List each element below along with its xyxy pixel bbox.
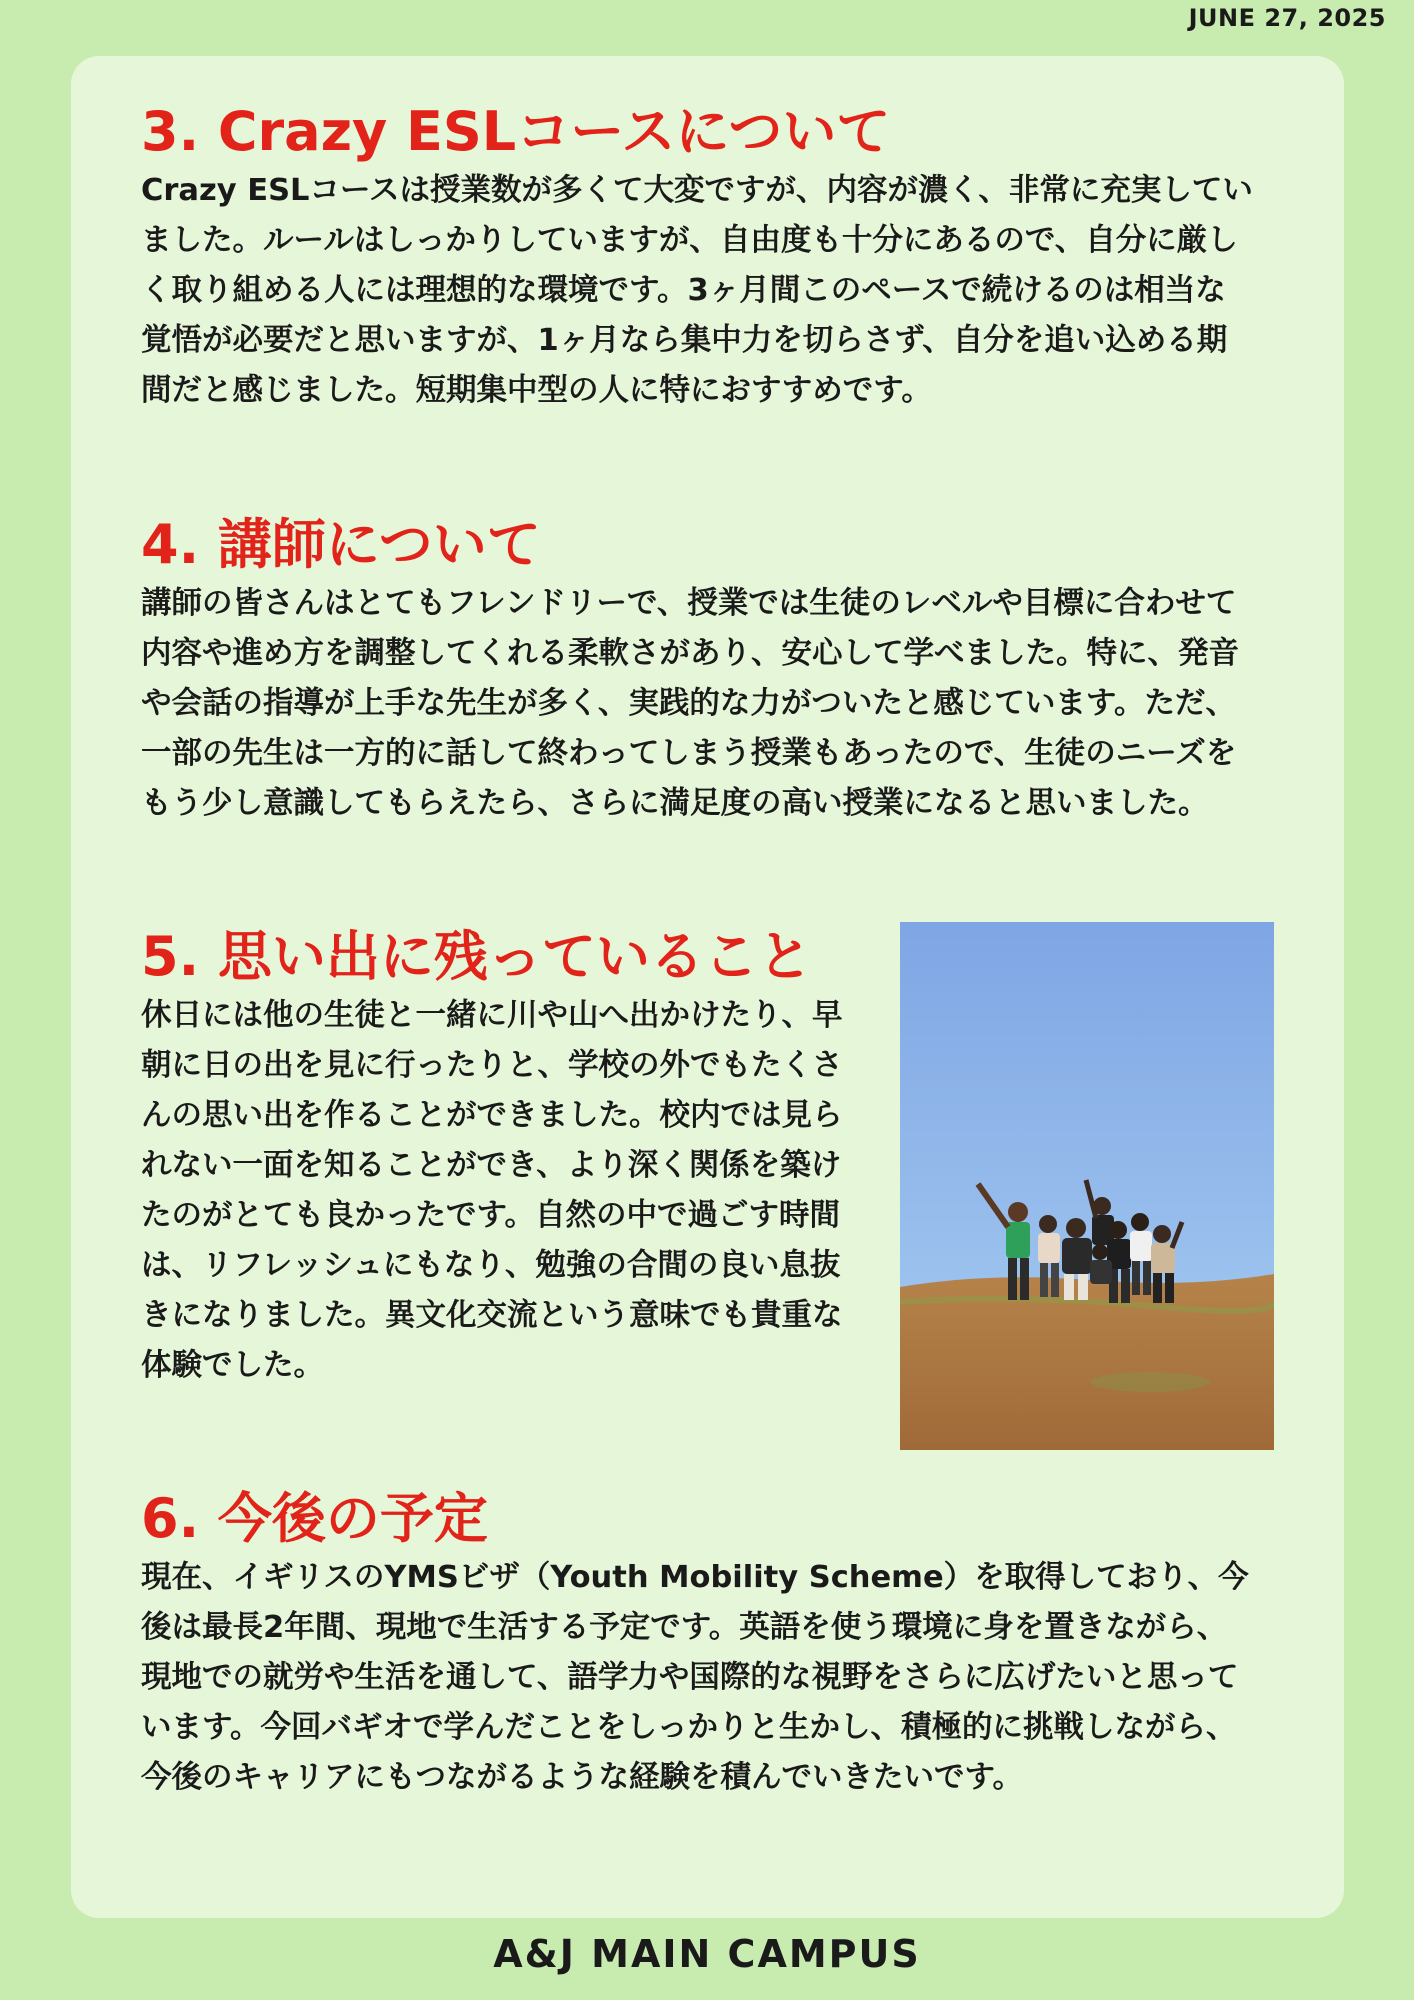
section-teachers [141,513,1256,829]
section-body: 講師の皆さんはとてもフレンドリーで、授業では生徒のレベルや目標に合わせて内容や進め方を調整してくれる柔軟さがあり、安心して学べました。特に、発音や会話の指導が上手な先生が多く、実践的な力がついたと感じています。ただ、一部の先生は一方的に話して終わってしまう授業もあったので、生徒のニーズをもう少し意識してもらえたら、さらに満足度の高い授業になると思いました。 [141,586,1239,821]
section-heading: 4. 講師について [141,513,541,576]
footer-campus-label: A&J MAIN CAMPUS [493,1932,921,1976]
section-heading: 6. 今後の予定 [141,1487,488,1550]
section-crazy-esl-course [141,100,1256,416]
section-body: 休日には他の生徒と一緒に川や山へ出かけたり、早朝に日の出を見に行ったりと、学校の外でもたくさんの思い出を作ることができました。校内では見られない一面を知ることができ、より深く関係を築けたのがとても良かったです。自然の中で過ごす時間は、リフレッシュにもなり、勉強の合間の良い息抜きになりました。異文化交流という意味でも貴重な体験でした。 [141,998,843,1383]
content-card [71,56,1344,1918]
section-future-plans [141,1487,1256,1803]
section-body: 現在、イギリスのYMSビザ（Youth Mobility Scheme）を取得しており、今後は最長2年間、現地で生活する予定です。英語を使う環境に身を置きながら、現地での就労や生活を通して、語学力や国際的な視野をさらに広げたいと思っています。今回バギオで学んだことをしっかりと生かし、積極的に挑戦しながら、今後のキャリアにもつながるような経験を積んでいきたいです。 [141,1560,1249,1795]
group-photo [900,922,1274,1450]
section-heading: 5. 思い出に残っていること [141,925,812,988]
section-body: Crazy ESLコースは授業数が多くて大変ですが、内容が濃く、非常に充実していました。ルールはしっかりしていますが、自由度も十分にあるので、自分に厳しく取り組める人には理想的な環境です。3ヶ月間このペースで続けるのは相当な覚悟が必要だと思いますが、1ヶ月なら集中力を切らさず、自分を追い込める期間だと感じました。短期集中型の人に特におすすめです。 [141,173,1253,408]
date-label: JUNE 27, 2025 [1188,4,1386,32]
section-heading: 3. Crazy ESLコースについて [141,100,891,163]
